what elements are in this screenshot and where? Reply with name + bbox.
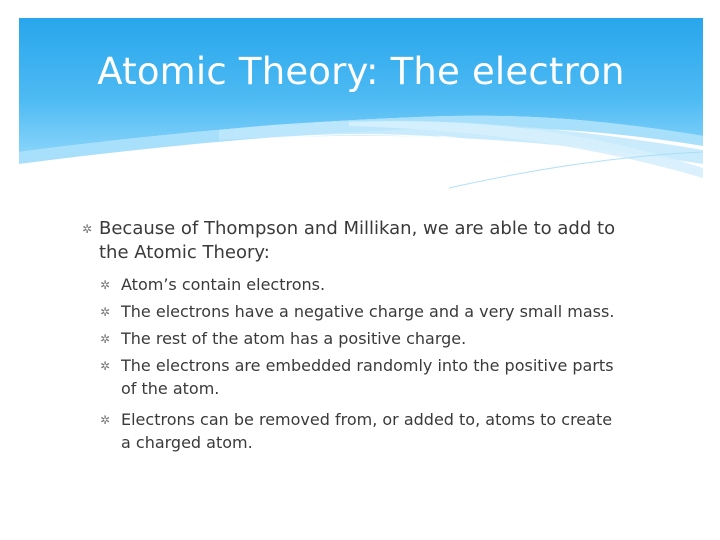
sub-bullet-text: The rest of the atom has a positive charge. xyxy=(121,329,467,348)
asterisk-bullet-icon: ✲ xyxy=(100,413,111,427)
sub-bullet-text: The electrons have a negative charge and a very small mass. xyxy=(121,302,615,321)
asterisk-bullet-icon: ✲ xyxy=(100,332,111,346)
slide-title: Atomic Theory: The electron xyxy=(97,50,625,93)
main-bullet-line-1: Because of Thompson and Millikan, we are able to add to xyxy=(99,218,616,239)
sub-bullet-text: Atom’s contain electrons. xyxy=(121,275,326,294)
asterisk-bullet-icon: ✲ xyxy=(100,305,111,319)
sub-bullet-text: Electrons can be removed from, or added to, atoms to create xyxy=(121,410,613,429)
asterisk-bullet-icon: ✲ xyxy=(100,359,111,373)
sub-bullet-text-continued: of the atom. xyxy=(121,379,220,398)
main-bullet-line-2: the Atomic Theory: xyxy=(99,242,270,263)
sub-bullet-text: The electrons are embedded randomly into the positive parts xyxy=(121,356,614,375)
sub-bullet-text-continued: a charged atom. xyxy=(121,433,253,452)
asterisk-bullet-icon: ✲ xyxy=(82,222,93,236)
asterisk-bullet-icon: ✲ xyxy=(100,278,111,292)
